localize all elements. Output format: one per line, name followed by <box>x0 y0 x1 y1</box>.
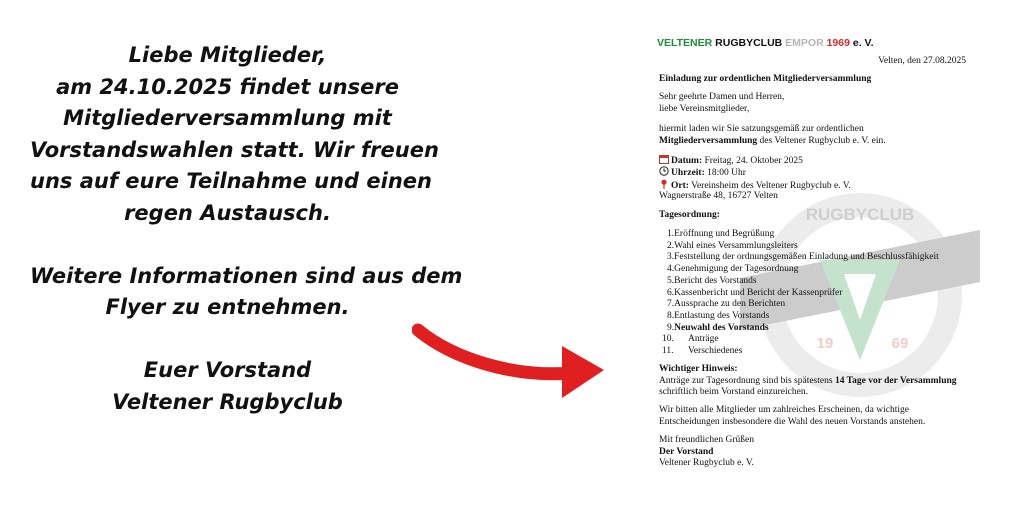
message-line: regen Austausch. <box>124 200 331 225</box>
date-label: Datum: <box>671 156 703 166</box>
club-header-word: e. V. <box>849 37 874 49</box>
left-message <box>30 40 463 418</box>
place-date: Velten, den 27.08.2025 <box>878 56 966 66</box>
info-line: Flyer zu entnehmen. <box>105 295 350 319</box>
message-line: Liebe Mitglieder, <box>128 43 327 67</box>
club-header-year: 1969 <box>826 37 850 49</box>
salutation-line: liebe Vereinsmitglieder, <box>659 103 750 114</box>
club-line: Veltener Rugbyclub e. V. <box>659 458 754 468</box>
red-arrow-icon <box>412 318 612 408</box>
watermark-year-right: 69 <box>891 335 909 352</box>
address-line: Wagnerstraße 48, 16727 Velten <box>659 190 778 201</box>
notice-line: schriftlich beim Vorstand einzureichen. <box>659 387 808 397</box>
message-line: Mitgliederversammlung mit <box>63 106 392 130</box>
message-line: am 24.10.2025 findet unsere <box>56 74 399 99</box>
message-line: uns auf eure Teilnahme und einen <box>30 169 432 193</box>
agenda-item: 7.Aussprache zu den Berichten <box>667 299 786 310</box>
notice-title: Wichtiger Hinweis: <box>659 364 738 374</box>
club-header <box>657 38 874 50</box>
agenda-item: 3.Feststellung der ordnungsgemäßen Einladung und Beschlussfähigkeit <box>667 252 939 263</box>
request-line: Wir bitten alle Mitglieder um zahlreiches Erscheinen, da wichtige <box>659 405 909 415</box>
intro-line: hiermit laden wir Sie satzungsgemäß zur ordentlichen <box>659 124 864 134</box>
agenda-item: 2.Wahl eines Versammlungsleiters <box>667 240 798 251</box>
club-header-word: EMPOR <box>785 37 827 49</box>
notice-line: Anträge zur Tagesordnung sind bis spätestens 14 Tage vor der Versammlung <box>659 375 957 386</box>
intro-line <box>659 136 886 148</box>
flyer-document <box>645 30 980 480</box>
agenda-item: 10. Anträge <box>662 334 719 345</box>
pin-icon <box>659 179 669 189</box>
time-value: 18:00 Uhr <box>704 168 746 178</box>
place-value: Vereinsheim des Veltener Rugbyclub e. V. <box>688 181 851 191</box>
agenda-title: Tagesordnung: <box>659 210 720 220</box>
agenda-item: 9.Neuwahl des Vorstands <box>667 322 769 333</box>
calendar-icon <box>659 154 669 164</box>
club-header-word: RUGBYCLUB <box>715 37 786 49</box>
subject-line: Einladung zur ordentlichen Mitgliederversammlung <box>659 74 872 84</box>
agenda-item: 1.Eröffnung und Begrüßung <box>667 229 775 239</box>
intro-bold: Mitgliederversammlung <box>659 135 758 146</box>
signer-line: Der Vorstand <box>659 446 714 457</box>
agenda-item: 5.Bericht des Vorstands <box>667 275 757 286</box>
watermark-title: RUGBYCLUB <box>805 205 915 224</box>
agenda-item: 11. Verschiedenes <box>662 346 743 357</box>
time-line <box>659 166 746 180</box>
date-value: Freitag, 24. Oktober 2025 <box>702 156 803 166</box>
agenda-item: 6.Kassenbericht und Bericht der Kassenprüfer <box>667 287 843 298</box>
info-line: Weitere Informationen sind aus dem <box>30 263 463 288</box>
request-line: Entscheidungen insbesondere die Wahl des neuen Vorstands anstehen. <box>659 416 926 427</box>
time-label: Uhrzeit: <box>671 168 705 178</box>
place-label: Ort: <box>671 181 689 191</box>
agenda-item: 8.Entlastung des Vorstands <box>667 310 770 321</box>
intro-rest: des Veltener Rugbyclub e. V. ein. <box>757 135 886 146</box>
watermark-year-left: 19 <box>816 335 834 352</box>
club-header-word: VELTENER <box>657 37 716 49</box>
signature-line: Euer Vorstand <box>143 358 312 382</box>
salutation-line: Sehr geehrte Damen und Herren, <box>659 92 785 102</box>
clock-icon <box>659 166 669 176</box>
agenda-item: 4.Genehmigung der Tagesordnung <box>667 264 799 275</box>
message-line: Vorstandswahlen statt. Wir freuen <box>30 137 439 162</box>
signature-line: Veltener Rugbyclub <box>112 389 343 414</box>
closing-line: Mit freundlichen Grüßen <box>659 435 754 445</box>
agenda-list <box>662 229 939 358</box>
